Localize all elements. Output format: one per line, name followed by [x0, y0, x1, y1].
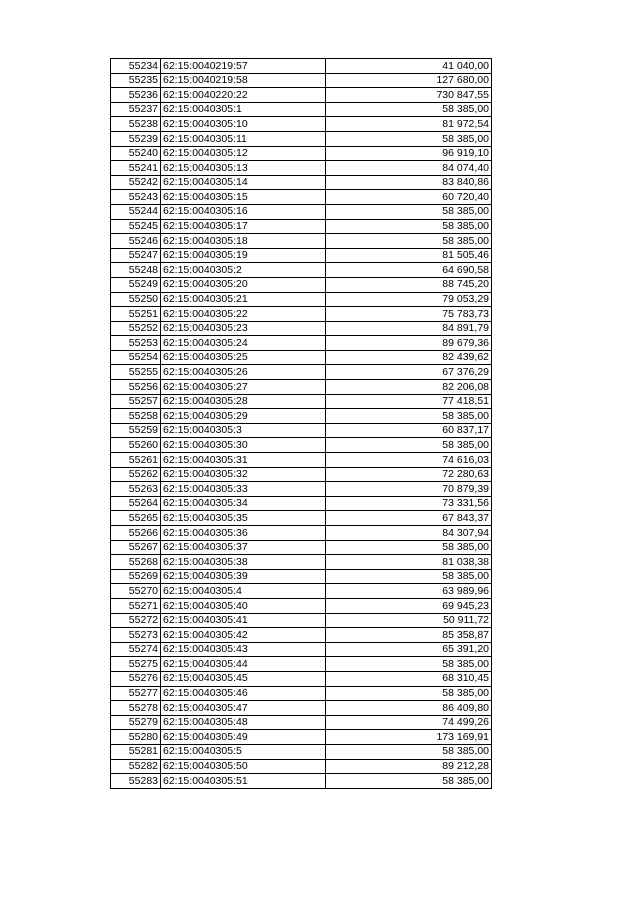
table-row — [111, 730, 492, 745]
value-cell: 81 505,46 — [326, 248, 492, 263]
value-cell: 58 385,00 — [326, 234, 492, 249]
table-row — [111, 657, 492, 672]
cadastral-number-cell: 62:15:0040305:28 — [161, 394, 326, 409]
row-number-cell: 55282 — [111, 759, 161, 774]
table-row — [111, 584, 492, 599]
value-cell: 58 385,00 — [326, 438, 492, 453]
table-row — [111, 642, 492, 657]
row-number-cell: 55281 — [111, 744, 161, 759]
value-cell: 65 391,20 — [326, 642, 492, 657]
cadastral-number-cell: 62:15:0040305:45 — [161, 671, 326, 686]
cadastral-number-cell: 62:15:0040305:1 — [161, 102, 326, 117]
cadastral-number-cell: 62:15:0040305:30 — [161, 438, 326, 453]
value-cell: 77 418,51 — [326, 394, 492, 409]
value-cell: 58 385,00 — [326, 409, 492, 424]
cadastral-number-cell: 62:15:0040305:43 — [161, 642, 326, 657]
cadastral-number-cell: 62:15:0040305:22 — [161, 307, 326, 322]
value-cell: 67 843,37 — [326, 511, 492, 526]
value-cell: 58 385,00 — [326, 540, 492, 555]
table-row — [111, 190, 492, 205]
value-cell: 58 385,00 — [326, 131, 492, 146]
row-number-cell: 55253 — [111, 336, 161, 351]
cadastral-number-cell: 62:15:0040305:4 — [161, 584, 326, 599]
row-number-cell: 55243 — [111, 190, 161, 205]
row-number-cell: 55238 — [111, 117, 161, 132]
row-number-cell: 55268 — [111, 555, 161, 570]
row-number-cell: 55257 — [111, 394, 161, 409]
value-cell: 75 783,73 — [326, 307, 492, 322]
value-cell: 72 280,63 — [326, 467, 492, 482]
value-cell: 89 212,28 — [326, 759, 492, 774]
cadastral-number-cell: 62:15:0040305:41 — [161, 613, 326, 628]
cadastral-number-cell: 62:15:0040305:3 — [161, 423, 326, 438]
table-row — [111, 438, 492, 453]
value-cell: 58 385,00 — [326, 204, 492, 219]
row-number-cell: 55239 — [111, 131, 161, 146]
table-row — [111, 234, 492, 249]
value-cell: 85 358,87 — [326, 628, 492, 643]
cadastral-number-cell: 62:15:0040305:16 — [161, 204, 326, 219]
cadastral-number-cell: 62:15:0040305:25 — [161, 350, 326, 365]
table-body — [111, 59, 492, 789]
row-number-cell: 55235 — [111, 73, 161, 88]
row-number-cell: 55234 — [111, 59, 161, 74]
table-row — [111, 453, 492, 468]
value-cell: 96 919,10 — [326, 146, 492, 161]
value-cell: 84 891,79 — [326, 321, 492, 336]
cadastral-number-cell: 62:15:0040305:11 — [161, 131, 326, 146]
value-cell: 58 385,00 — [326, 657, 492, 672]
cadastral-number-cell: 62:15:0040305:10 — [161, 117, 326, 132]
table-row — [111, 175, 492, 190]
cadastral-number-cell: 62:15:0040305:26 — [161, 365, 326, 380]
value-cell: 88 745,20 — [326, 277, 492, 292]
table-row — [111, 715, 492, 730]
table-row — [111, 73, 492, 88]
table-row — [111, 263, 492, 278]
row-number-cell: 55263 — [111, 482, 161, 497]
table-row — [111, 613, 492, 628]
cadastral-number-cell: 62:15:0040305:32 — [161, 467, 326, 482]
cadastral-number-cell: 62:15:0040305:23 — [161, 321, 326, 336]
row-number-cell: 55247 — [111, 248, 161, 263]
cadastral-number-cell: 62:15:0040305:51 — [161, 774, 326, 789]
cadastral-number-cell: 62:15:0040305:50 — [161, 759, 326, 774]
table-row — [111, 774, 492, 789]
cadastral-number-cell: 62:15:0040305:21 — [161, 292, 326, 307]
cadastral-number-cell: 62:15:0040305:46 — [161, 686, 326, 701]
row-number-cell: 55271 — [111, 598, 161, 613]
row-number-cell: 55261 — [111, 453, 161, 468]
row-number-cell: 55265 — [111, 511, 161, 526]
value-cell: 58 385,00 — [326, 774, 492, 789]
cadastral-number-cell: 62:15:0040305:14 — [161, 175, 326, 190]
row-number-cell: 55245 — [111, 219, 161, 234]
table-row — [111, 59, 492, 74]
cadastral-number-cell: 62:15:0040305:27 — [161, 380, 326, 395]
row-number-cell: 55273 — [111, 628, 161, 643]
row-number-cell: 55264 — [111, 496, 161, 511]
row-number-cell: 55279 — [111, 715, 161, 730]
value-cell: 50 911,72 — [326, 613, 492, 628]
value-cell: 60 720,40 — [326, 190, 492, 205]
table-row — [111, 744, 492, 759]
value-cell: 127 680,00 — [326, 73, 492, 88]
table-row — [111, 555, 492, 570]
cadastral-number-cell: 62:15:0040305:37 — [161, 540, 326, 555]
value-cell: 81 038,38 — [326, 555, 492, 570]
cadastral-number-cell: 62:15:0040219:58 — [161, 73, 326, 88]
cadastral-number-cell: 62:15:0040305:15 — [161, 190, 326, 205]
value-cell: 86 409,80 — [326, 701, 492, 716]
cadastral-number-cell: 62:15:0040305:2 — [161, 263, 326, 278]
row-number-cell: 55252 — [111, 321, 161, 336]
cadastral-number-cell: 62:15:0040305:24 — [161, 336, 326, 351]
table-row — [111, 307, 492, 322]
table-row — [111, 569, 492, 584]
row-number-cell: 55250 — [111, 292, 161, 307]
table-row — [111, 117, 492, 132]
cadastral-number-cell: 62:15:0040220:22 — [161, 88, 326, 103]
row-number-cell: 55237 — [111, 102, 161, 117]
table-row — [111, 365, 492, 380]
value-cell: 82 206,08 — [326, 380, 492, 395]
value-cell: 64 690,58 — [326, 263, 492, 278]
cadastral-number-cell: 62:15:0040305:48 — [161, 715, 326, 730]
table-row — [111, 394, 492, 409]
row-number-cell: 55244 — [111, 204, 161, 219]
row-number-cell: 55280 — [111, 730, 161, 745]
table-row — [111, 409, 492, 424]
table-row — [111, 671, 492, 686]
row-number-cell: 55260 — [111, 438, 161, 453]
row-number-cell: 55254 — [111, 350, 161, 365]
row-number-cell: 55266 — [111, 526, 161, 541]
row-number-cell: 55249 — [111, 277, 161, 292]
value-cell: 58 385,00 — [326, 219, 492, 234]
row-number-cell: 55248 — [111, 263, 161, 278]
row-number-cell: 55278 — [111, 701, 161, 716]
row-number-cell: 55270 — [111, 584, 161, 599]
table-row — [111, 496, 492, 511]
value-cell: 84 074,40 — [326, 161, 492, 176]
cadastral-number-cell: 62:15:0040305:42 — [161, 628, 326, 643]
row-number-cell: 55262 — [111, 467, 161, 482]
cadastral-number-cell: 62:15:0040305:47 — [161, 701, 326, 716]
value-cell: 73 331,56 — [326, 496, 492, 511]
cadastral-number-cell: 62:15:0040305:31 — [161, 453, 326, 468]
table-row — [111, 380, 492, 395]
table-row — [111, 350, 492, 365]
table-row — [111, 540, 492, 555]
table-row — [111, 511, 492, 526]
table-row — [111, 423, 492, 438]
value-cell: 74 616,03 — [326, 453, 492, 468]
cadastral-number-cell: 62:15:0040305:12 — [161, 146, 326, 161]
value-cell: 58 385,00 — [326, 686, 492, 701]
value-cell: 83 840,86 — [326, 175, 492, 190]
table-row — [111, 701, 492, 716]
table-row — [111, 204, 492, 219]
cadastral-number-cell: 62:15:0040305:34 — [161, 496, 326, 511]
row-number-cell: 55275 — [111, 657, 161, 672]
cadastral-number-cell: 62:15:0040305:19 — [161, 248, 326, 263]
row-number-cell: 55277 — [111, 686, 161, 701]
value-cell: 89 679,36 — [326, 336, 492, 351]
value-cell: 730 847,55 — [326, 88, 492, 103]
row-number-cell: 55283 — [111, 774, 161, 789]
row-number-cell: 55256 — [111, 380, 161, 395]
row-number-cell: 55276 — [111, 671, 161, 686]
table-row — [111, 292, 492, 307]
cadastral-number-cell: 62:15:0040305:33 — [161, 482, 326, 497]
table-row — [111, 686, 492, 701]
table-row — [111, 628, 492, 643]
value-cell: 74 499,26 — [326, 715, 492, 730]
cadastral-number-cell: 62:15:0040305:39 — [161, 569, 326, 584]
value-cell: 69 945,23 — [326, 598, 492, 613]
row-number-cell: 55258 — [111, 409, 161, 424]
cadastral-number-cell: 62:15:0040305:17 — [161, 219, 326, 234]
row-number-cell: 55267 — [111, 540, 161, 555]
table-row — [111, 219, 492, 234]
cadastral-value-table — [110, 58, 492, 789]
value-cell: 58 385,00 — [326, 744, 492, 759]
table-row — [111, 482, 492, 497]
value-cell: 82 439,62 — [326, 350, 492, 365]
row-number-cell: 55241 — [111, 161, 161, 176]
table-row — [111, 146, 492, 161]
table-row — [111, 248, 492, 263]
cadastral-number-cell: 62:15:0040305:29 — [161, 409, 326, 424]
cadastral-number-cell: 62:15:0040219:57 — [161, 59, 326, 74]
cadastral-number-cell: 62:15:0040305:5 — [161, 744, 326, 759]
cadastral-number-cell: 62:15:0040305:13 — [161, 161, 326, 176]
table-row — [111, 467, 492, 482]
cadastral-number-cell: 62:15:0040305:44 — [161, 657, 326, 672]
row-number-cell: 55251 — [111, 307, 161, 322]
row-number-cell: 55236 — [111, 88, 161, 103]
table-row — [111, 759, 492, 774]
value-cell: 70 879,39 — [326, 482, 492, 497]
table-row — [111, 598, 492, 613]
value-cell: 58 385,00 — [326, 102, 492, 117]
cadastral-number-cell: 62:15:0040305:20 — [161, 277, 326, 292]
cadastral-number-cell: 62:15:0040305:36 — [161, 526, 326, 541]
value-cell: 63 989,96 — [326, 584, 492, 599]
value-cell: 84 307,94 — [326, 526, 492, 541]
value-cell: 173 169,91 — [326, 730, 492, 745]
table-row — [111, 526, 492, 541]
value-cell: 41 040,00 — [326, 59, 492, 74]
row-number-cell: 55259 — [111, 423, 161, 438]
row-number-cell: 55246 — [111, 234, 161, 249]
value-cell: 67 376,29 — [326, 365, 492, 380]
row-number-cell: 55242 — [111, 175, 161, 190]
cadastral-number-cell: 62:15:0040305:49 — [161, 730, 326, 745]
value-cell: 81 972,54 — [326, 117, 492, 132]
value-cell: 79 053,29 — [326, 292, 492, 307]
cadastral-number-cell: 62:15:0040305:35 — [161, 511, 326, 526]
table-row — [111, 321, 492, 336]
row-number-cell: 55240 — [111, 146, 161, 161]
value-cell: 60 837,17 — [326, 423, 492, 438]
table-row — [111, 277, 492, 292]
cadastral-number-cell: 62:15:0040305:18 — [161, 234, 326, 249]
row-number-cell: 55269 — [111, 569, 161, 584]
table-row — [111, 88, 492, 103]
value-cell: 68 310,45 — [326, 671, 492, 686]
row-number-cell: 55274 — [111, 642, 161, 657]
cadastral-number-cell: 62:15:0040305:38 — [161, 555, 326, 570]
row-number-cell: 55255 — [111, 365, 161, 380]
row-number-cell: 55272 — [111, 613, 161, 628]
cadastral-number-cell: 62:15:0040305:40 — [161, 598, 326, 613]
table-row — [111, 161, 492, 176]
table-row — [111, 102, 492, 117]
table-row — [111, 336, 492, 351]
value-cell: 58 385,00 — [326, 569, 492, 584]
table-row — [111, 131, 492, 146]
